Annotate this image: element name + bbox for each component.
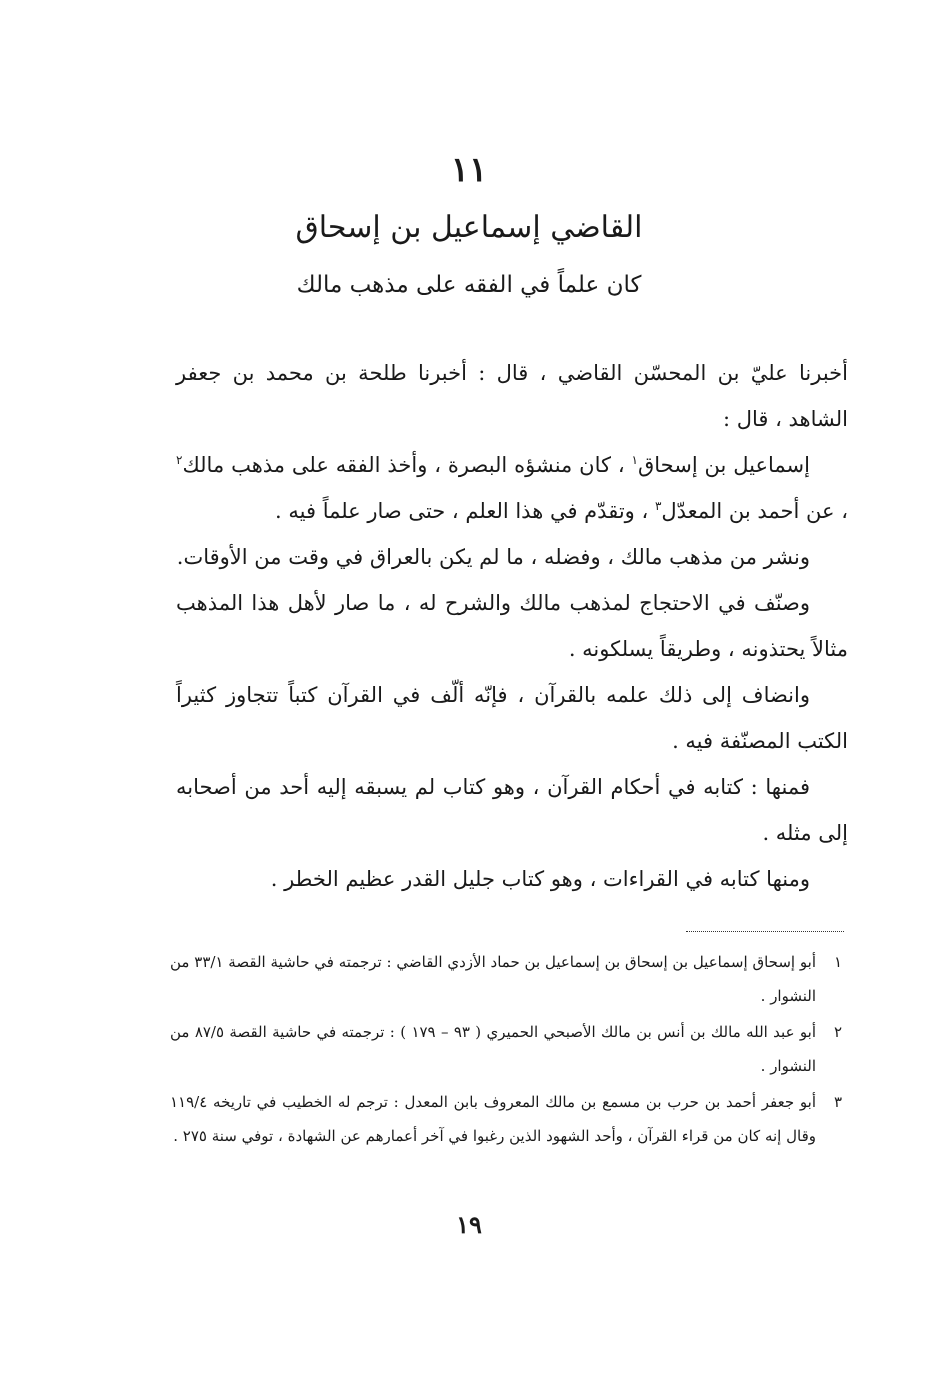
footnote-number: ٢ (833, 1023, 842, 1041)
paragraph-5-text: وانضاف إلى ذلك علمه بالقرآن ، فإنّه ألّف في القرآن كتباً تتجاوز كثيراً الكتب المصنّفة فيه . (176, 683, 848, 753)
paragraph-2 (176, 442, 848, 534)
footnote-ref-1[interactable]: ١ (631, 453, 638, 467)
paragraph-2-text: إسماعيل بن إسحاق (637, 453, 810, 477)
footnotes (170, 945, 842, 1155)
footnote-1 (170, 945, 842, 1013)
paragraph-7 (176, 856, 848, 902)
footnote-number: ١ (833, 953, 842, 971)
footnote-text: أبو عبد الله مالك بن أنس بن مالك الأصبحي الحميري ( ٩٣ – ١٧٩ ) : ترجمته في حاشية القصة ٨٧/٥ من النشوار . (170, 1023, 816, 1075)
chapter-title: القاضي إسماعيل بن إسحاق (295, 210, 643, 245)
paragraph-6 (176, 764, 848, 856)
paragraph-7-text: ومنها كتابه في القراءات ، وهو كتاب جليل القدر عظيم الخطر . (270, 867, 810, 891)
paragraph-4 (176, 580, 848, 672)
body-text (176, 350, 848, 902)
paragraph-2-text-b: ، كان منشؤه البصرة ، وأخذ الفقه على مذهب مالك (182, 453, 632, 477)
footnote-3 (170, 1085, 842, 1153)
paragraph-3-text: ونشر من مذهب مالك ، وفضله ، ما لم يكن بالعراق في وقت من الأوقات. (176, 545, 810, 569)
paragraph-4-text: وصنّف في الاحتجاج لمذهب مالك والشرح له ، ما صار لأهل هذا المذهب مثالاً يحتذونه ، وطريقاً يسلكونه . (176, 591, 848, 661)
paragraph-1-text: أخبرنا عليّ بن المحسّن القاضي ، قال : أخبرنا طلحة بن محمد بن جعفر الشاهد ، قال : (176, 361, 848, 431)
page-number: ١٩ (456, 1210, 482, 1239)
paragraph-3 (176, 534, 848, 580)
footnote-text: أبو جعفر أحمد بن حرب بن مسمع بن مالك المعروف بابن المعدل : ترجم له الخطيب في تاريخه ١١٩/٤ وقال إنه كان من قراء القرآن ، وأحد الشهود الذين رغبوا في آخر أعمارهم عن الشهادة ، توفي سنة ٢٧٥ . (170, 1093, 816, 1145)
paragraph-1 (176, 350, 848, 442)
footnote-number: ٣ (833, 1093, 842, 1111)
footnote-divider (686, 931, 844, 932)
footnote-2 (170, 1015, 842, 1083)
footnote-ref-2[interactable]: ٢ (176, 453, 183, 467)
footnote-ref-3[interactable]: ٣ (654, 499, 662, 513)
chapter-subtitle: كان علماً في الفقه على مذهب مالك (296, 272, 642, 298)
paragraph-2-text-d: ، وتقدّم في هذا العلم ، حتى صار علماً فيه . (275, 499, 655, 523)
footnote-text: أبو إسحاق إسماعيل بن إسحاق بن إسماعيل بن حماد الأزدي القاضي : ترجمته في حاشية القصة ٣٣/١ من النشوار . (170, 953, 816, 1005)
paragraph-5 (176, 672, 848, 764)
paragraph-6-text: فمنها : كتابه في أحكام القرآن ، وهو كتاب لم يسبقه إليه أحد من أصحابه إلى مثله . (176, 775, 848, 845)
chapter-number: ١١ (450, 150, 488, 190)
paragraph-2-text-c: ، عن أحمد بن المعدّل (661, 499, 848, 523)
